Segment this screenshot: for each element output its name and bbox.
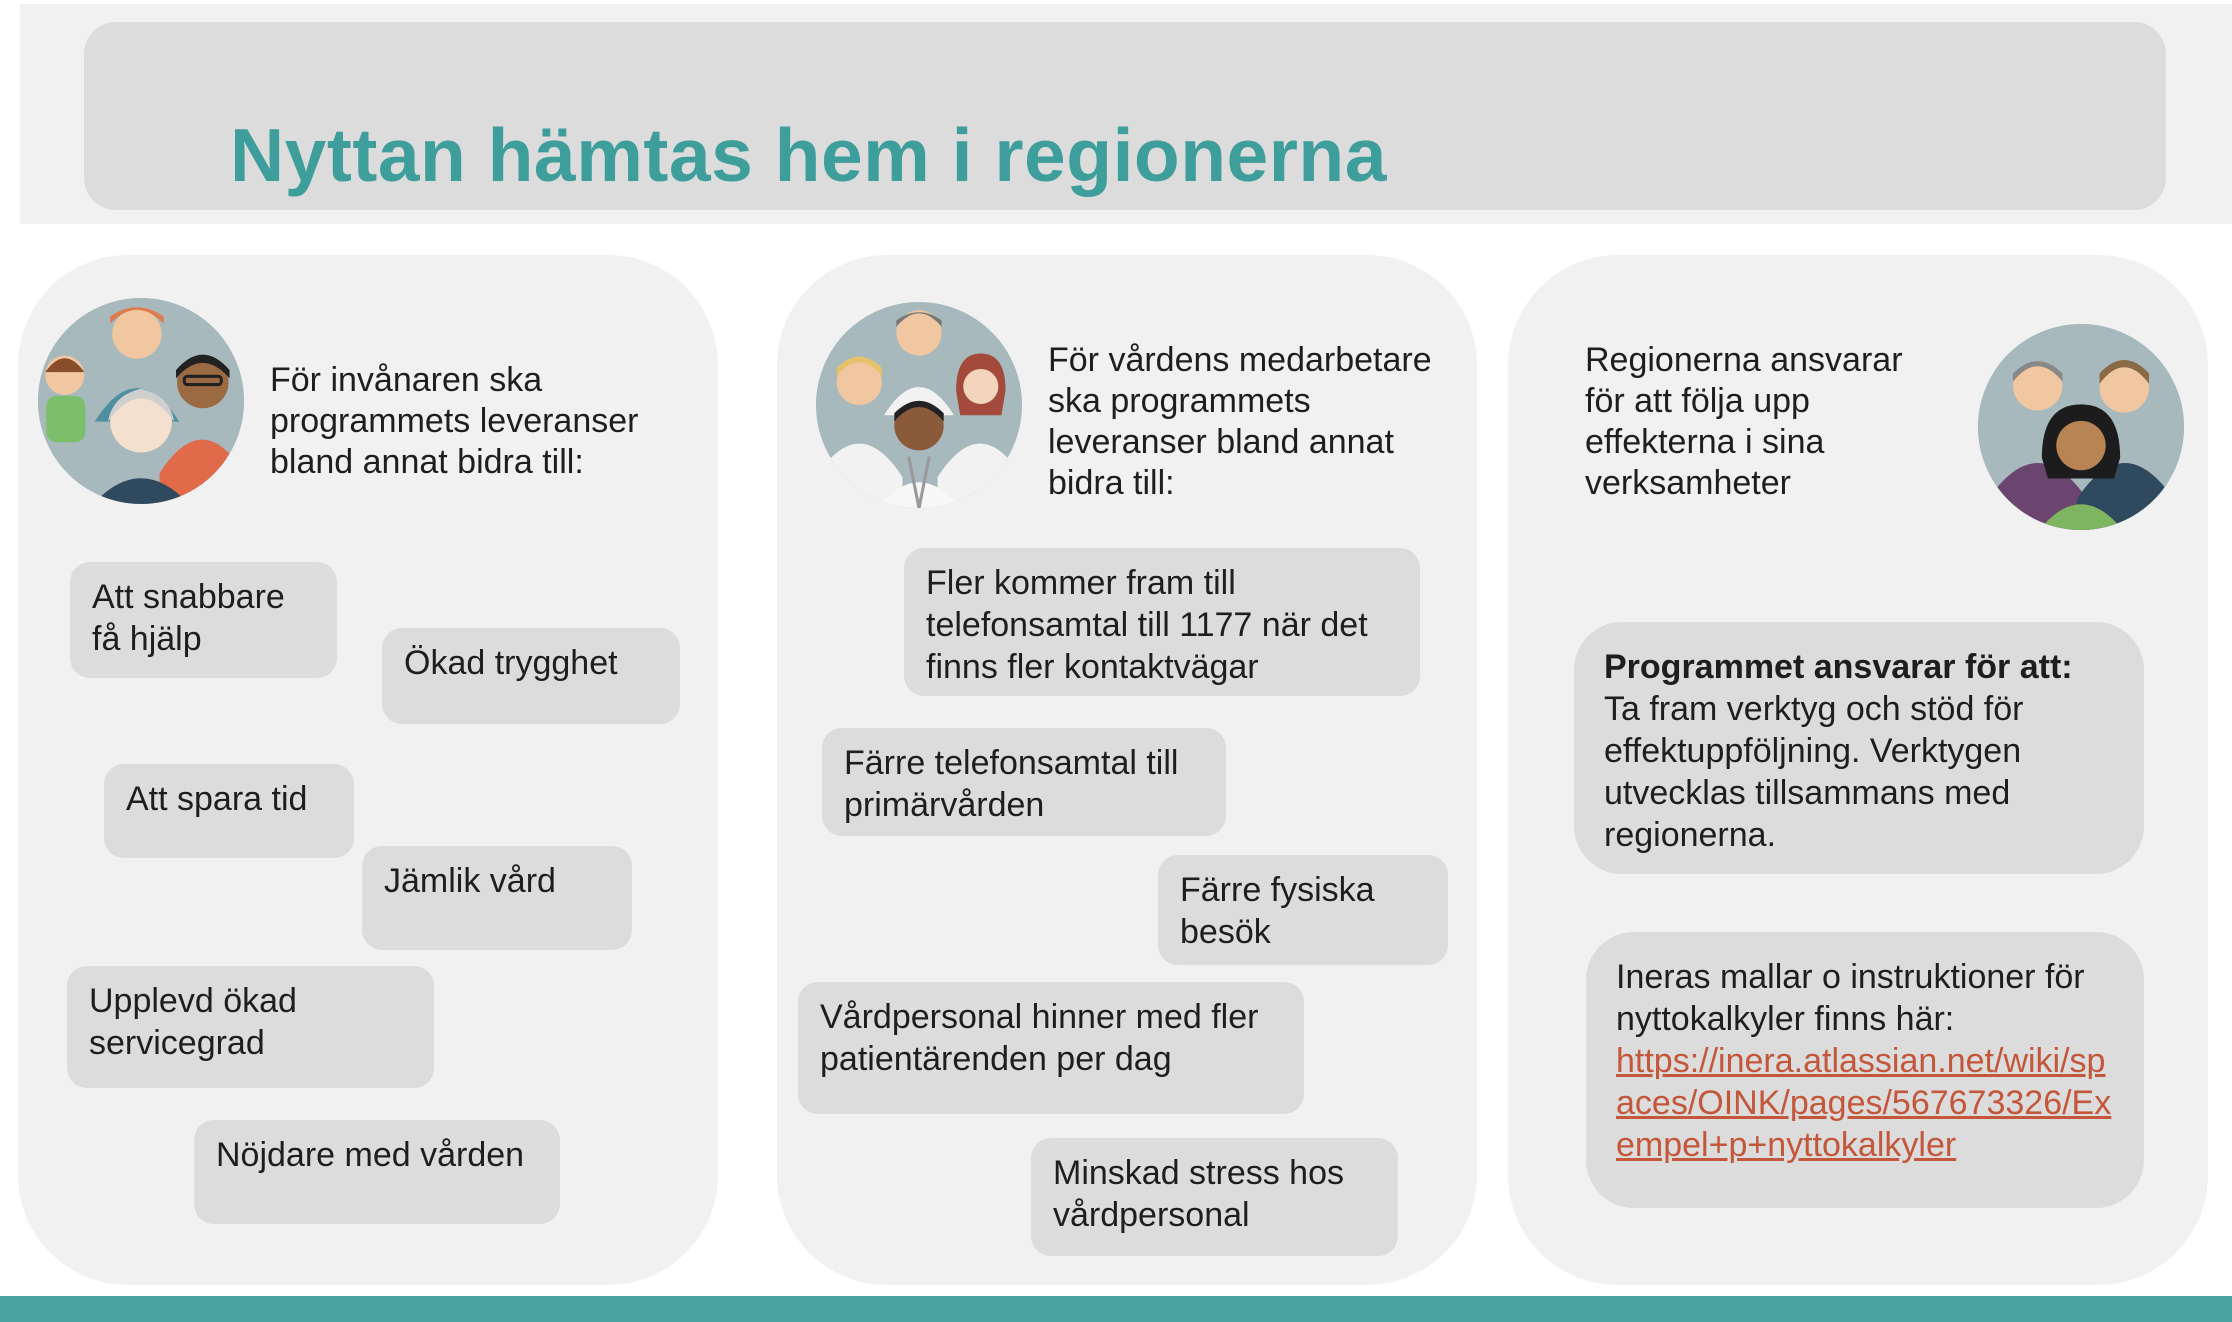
benefit-box: Ökad trygghet (382, 628, 680, 724)
staff-intro: För vårdens medarbetare ska programmets leveranser bland annat bidra till: (1048, 341, 1432, 502)
region-intro: Regionerna ansvarar för att följa upp effekterna i sina verksamheter (1585, 341, 1903, 502)
benefit-box: Fler kommer fram till telefonsamtal till 1177 när det finns fler kontaktvägar (904, 548, 1420, 696)
benefit-box: Nöjdare med vården (194, 1120, 560, 1224)
benefit-box: Färre telefonsamtal till primärvården (822, 728, 1226, 836)
templates-box (1586, 932, 2144, 1208)
page-title: Nyttan hämtas hem i regionerna (230, 113, 1387, 197)
citizen-intro: För invånaren ska programmets leveranser bland annat bidra till: (270, 361, 639, 481)
templates-link[interactable]: https://inera.atlassian.net/wiki/spaces/OINK/pages/567673326/Exempel+p+nyttokalkyler (1616, 1042, 2112, 1164)
benefit-box: Att spara tid (104, 764, 354, 858)
footer-bar (0, 1296, 2232, 1322)
program-responsibility-box (1574, 622, 2144, 874)
benefit-box: Minskad stress hos vårdpersonal (1031, 1138, 1398, 1256)
benefit-box: Färre fysiska besök (1158, 855, 1448, 965)
benefit-box: Att snabbare få hjälp (70, 562, 337, 678)
healthcare-staff-icon (816, 302, 1022, 508)
region-people-icon (1978, 324, 2184, 530)
benefit-box: Vårdpersonal hinner med fler patientärenden per dag (798, 982, 1304, 1114)
citizens-group-icon (38, 298, 244, 504)
program-heading: Programmet ansvarar för att: (1604, 648, 2073, 686)
program-text: Ta fram verktyg och stöd för effektuppföljning. Verktygen utvecklas tillsammans med regionerna. (1604, 690, 2024, 854)
templates-text: Ineras mallar o instruktioner för nyttokalkyler finns här: (1616, 958, 2085, 1038)
benefit-box: Jämlik vård (362, 846, 632, 950)
benefit-box: Upplevd ökad servicegrad (67, 966, 434, 1088)
